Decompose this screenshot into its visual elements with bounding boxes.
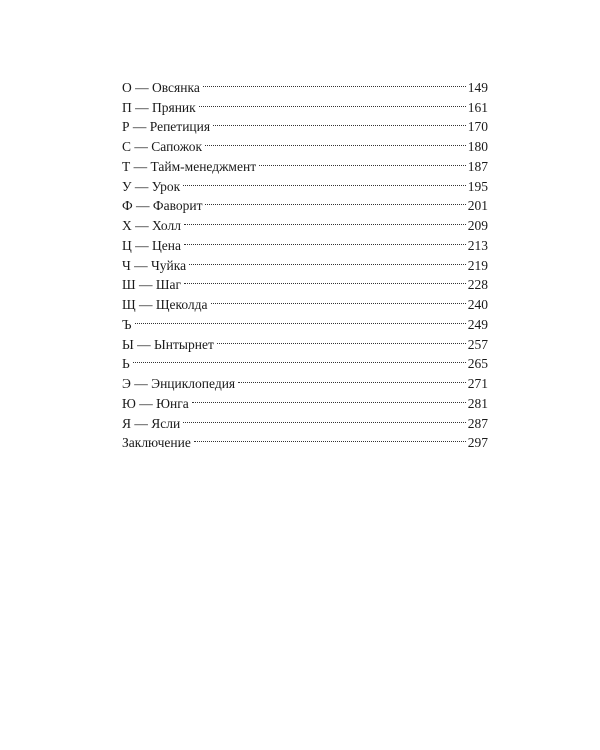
toc-entry-title: О — Овсянка	[122, 79, 200, 95]
toc-entry-title: Ы — Ынтырнет	[122, 336, 214, 352]
toc-dot-leader	[194, 428, 466, 448]
toc-entry-title: Ю — Юнга	[122, 395, 189, 411]
toc-entry-title: Т — Тайм-менеджмент	[122, 158, 257, 174]
toc-entry-page: 213	[467, 237, 488, 253]
toc-dot-leader	[203, 72, 466, 92]
toc-entry-page: 180	[467, 139, 488, 154]
toc-entry-page: 249	[467, 316, 488, 332]
toc-entry-title: Э — Энциклопедия	[122, 376, 236, 391]
table-of-contents	[122, 72, 488, 451]
toc-entry-page: 228	[467, 277, 488, 293]
toc-dot-leader	[184, 230, 466, 250]
toc-dot-leader	[135, 309, 466, 329]
toc-entry-title: Ъ	[122, 316, 132, 332]
toc-dot-leader	[184, 210, 466, 230]
toc-entry-page: 170	[467, 119, 488, 135]
toc-entry-title: Ц — Цена	[122, 237, 181, 253]
toc-entry-page: 209	[467, 218, 488, 233]
toc-dot-leader	[217, 329, 466, 349]
toc-entry-title: П — Пряник	[122, 99, 196, 115]
toc-dot-leader	[238, 368, 466, 388]
toc-dot-leader	[205, 131, 466, 151]
toc-dot-leader	[199, 92, 466, 112]
toc-entry-page: 240	[467, 297, 488, 312]
toc-entry-page: 287	[467, 415, 488, 431]
toc-dot-leader	[192, 388, 466, 408]
toc-entry	[122, 368, 488, 391]
toc-dot-leader	[184, 270, 466, 290]
toc-entry-page: 297	[467, 435, 488, 451]
toc-dot-leader	[133, 349, 466, 369]
toc-entry	[122, 309, 488, 332]
toc-dot-leader	[183, 171, 466, 191]
toc-entry-title: Ь	[122, 356, 130, 372]
toc-entry-page: 195	[467, 178, 488, 194]
toc-entry-page: 149	[467, 79, 488, 95]
toc-entry-page: 161	[467, 99, 488, 115]
toc-dot-leader	[189, 250, 466, 270]
toc-entry-title: У — Урок	[122, 178, 181, 194]
toc-entry-title: С — Сапожок	[122, 139, 203, 154]
toc-entry-title: Р — Репетиция	[122, 119, 211, 135]
toc-entry-title: Ш — Шаг	[122, 277, 182, 293]
toc-entry-page: 187	[467, 158, 488, 174]
toc-entry-title: Ч — Чуйка	[122, 257, 187, 273]
toc-dot-leader	[205, 191, 465, 211]
toc-dot-leader	[183, 408, 466, 428]
toc-entry-page: 219	[467, 257, 488, 273]
toc-entry-page: 201	[467, 198, 488, 214]
toc-entry	[122, 349, 488, 372]
toc-entry	[122, 72, 488, 95]
toc-dot-leader	[259, 151, 466, 171]
toc-dot-leader	[211, 289, 466, 309]
toc-entry-title: Я — Ясли	[122, 415, 181, 431]
toc-entry-page: 281	[467, 395, 488, 411]
toc-entry-title: Х — Холл	[122, 218, 181, 233]
toc-entry-title: Заключение	[122, 435, 191, 451]
toc-dot-leader	[213, 112, 466, 132]
toc-entry-page: 271	[467, 376, 488, 391]
toc-entry	[122, 329, 488, 352]
toc-entry-page: 257	[467, 336, 488, 352]
toc-entry-title: Ф — Фаворит	[122, 198, 203, 214]
toc-entry-title: Щ — Щеколда	[122, 297, 208, 312]
toc-entry-page: 265	[467, 356, 488, 372]
